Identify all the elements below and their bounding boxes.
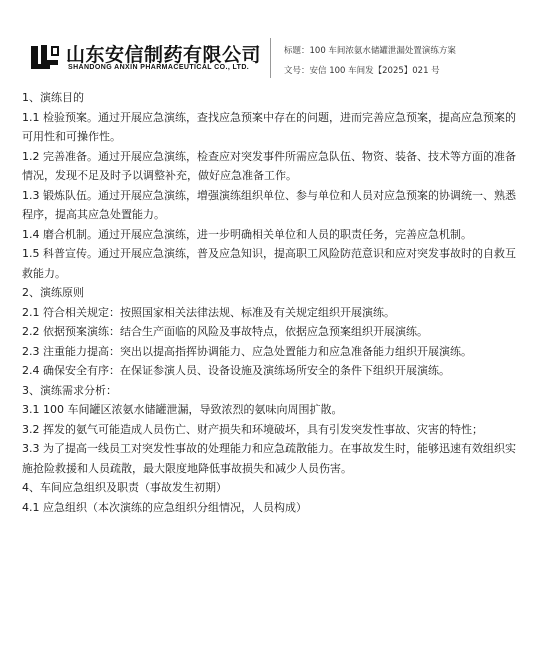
paragraph-4-1: 4.1 应急组织（本次演练的应急组织分组情况，人员构成） bbox=[22, 500, 307, 514]
paragraph-2-1: 2.1 符合相关规定：按照国家相关法律法规、标准及有关规定组织开展演练。 bbox=[22, 305, 395, 319]
paragraph-2-2: 2.2 依据预案演练：结合生产面临的风险及事故特点，依据应急预案组织开展演练。 bbox=[22, 325, 428, 338]
anxin-logo-icon bbox=[28, 42, 62, 72]
section-heading-2: 2、演练原则 bbox=[22, 286, 84, 299]
section-heading-1: 1、演练目的 bbox=[22, 91, 84, 104]
company-name-en: SHANDONG ANXIN PHARMACEUTICAL CO., LTD. bbox=[68, 64, 250, 71]
paragraph-1-1: 1.1 检验预案。通过开展应急演练，查找应急预案中存在的问题，进而完善应急预案，提高应急预案的可用性和可操作性。 bbox=[22, 110, 516, 143]
section-heading-3: 3、演练需求分析： bbox=[22, 383, 117, 397]
paragraph-3-2: 3.2 挥发的氨气可能造成人员伤亡、财产损失和环境破坏，具有引发突发性事故、灾害的特性； bbox=[22, 422, 483, 436]
paragraph-2-4: 2.4 确保安全有序：在保证参演人员、设备设施及演练场所安全的条件下组织开展演练。 bbox=[22, 364, 450, 377]
company-logo bbox=[28, 38, 278, 78]
paragraph-2-3: 2.3 注重能力提高：突出以提高指挥协调能力、应急处置能力和应急准备能力组织开展演练。 bbox=[22, 344, 472, 358]
section-heading-4: 4、车间应急组织及职责（事故发生初期） bbox=[22, 481, 227, 494]
header-divider bbox=[270, 38, 271, 78]
document-body bbox=[22, 88, 522, 517]
paragraph-1-2: 1.2 完善准备。通过开展应急演练，检查应对突发事件所需应急队伍、物资、装备、技术等方面的准备情况，发现不足及时予以调整补充，做好应急准备工作。 bbox=[22, 149, 516, 182]
paragraph-1-4: 1.4 磨合机制。通过开展应急演练，进一步明确相关单位和人员的职责任务，完善应急机制。 bbox=[22, 227, 472, 241]
document-title: 标题：100 车间浓氨水储罐泄漏处置演练方案 bbox=[284, 46, 456, 56]
paragraph-1-5: 1.5 科普宣传。通过开展应急演练，普及应急知识，提高职工风险防范意识和应对突发事故时的自救互救能力。 bbox=[22, 247, 516, 280]
paragraph-3-3: 3.3 为了提高一线员工对突发性事故的处理能力和应急疏散能力。在事故发生时，能够迅速有效组织实施抢险救援和人员疏散，最大限度地降低事故损失和减少人员伤害。 bbox=[22, 442, 516, 475]
letterhead bbox=[0, 0, 539, 86]
document-number: 文号：安信 100 车间发【2025】021 号 bbox=[284, 66, 440, 76]
paragraph-1-3: 1.3 锻炼队伍。通过开展应急演练，增强演练组织单位、参与单位和人员对应急预案的协调统一、熟悉程序，提高其应急处置能力。 bbox=[22, 188, 516, 221]
company-name-cn: 山东安信制药有限公司 bbox=[66, 44, 262, 66]
paragraph-3-1: 3.1 100 车间罐区浓氨水储罐泄漏，导致浓烈的氨味向周围扩散。 bbox=[22, 403, 343, 416]
